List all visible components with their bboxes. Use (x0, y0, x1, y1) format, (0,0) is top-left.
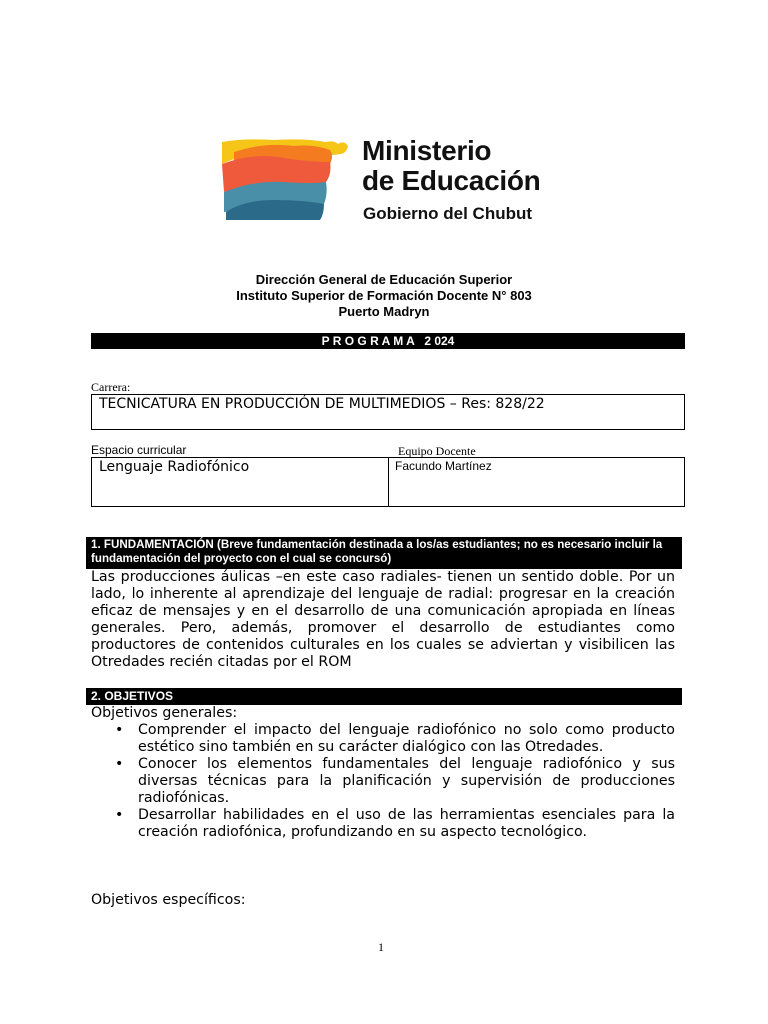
objetivo-text: Comprender el impacto del lenguaje radiofónico no solo como producto estético sino también en su carácter dialógico con las Otredades. (138, 722, 675, 755)
chubut-map-icon (214, 134, 350, 224)
objetivo-item-2 (113, 756, 675, 807)
logo-line-gobierno: Gobierno del Chubut (363, 204, 533, 223)
ministry-logo (214, 134, 574, 226)
objetivos-list (113, 722, 675, 841)
bullet-icon: • (115, 756, 124, 772)
objetivo-item-3 (113, 807, 675, 841)
carrera-box (91, 394, 685, 430)
carrera-value: TECNICATURA EN PRODUCCIÓN DE MULTIMEDIOS – Res: 828/22 (99, 396, 545, 412)
header-direccion: Dirección General de Educación Superior (255, 272, 513, 287)
objetivo-item-1 (113, 722, 675, 756)
programa-bar: P R O G R A M A 2 024 (91, 333, 685, 349)
carrera-label: Carrera: (91, 380, 131, 394)
espacio-label: Espacio curricular (91, 443, 187, 457)
equipo-label: Equipo Docente (398, 444, 476, 458)
objetivos-heading: 2. OBJETIVOS (86, 688, 682, 705)
table-divider (388, 458, 389, 506)
fundamentacion-text: Las producciones áulicas –en este caso radiales- tienen un sentido doble. Por un lado, lo inherente al aprendizaje del lenguaje de radial: progresar en la creación eficaz de mensajes y en el desarrollo de una comunicación apropiada en líneas generales. Pero, además, promover el desarrollo de estudiantes como productores de contenidos culturales en los cuales se adviertan y visibilicen las Otredades recién citadas por el ROM (91, 569, 675, 670)
objetivo-text: Desarrollar habilidades en el uso de las herramientas esenciales para la creación radiofónica, profundizando en su aspecto tecnológico. (138, 807, 675, 840)
header-ciudad: Puerto Madryn (338, 304, 430, 319)
objetivo-text: Conocer los elementos fundamentales del lenguaje radiofónico y sus diversas técnicas para la planificación y supervisión de producciones radiofónicas. (138, 756, 675, 806)
objetivos-generales-label: Objetivos generales: (91, 705, 238, 721)
espacio-value: Lenguaje Radiofónico (99, 459, 250, 475)
logo-line-educacion: de Educación (362, 165, 541, 196)
bullet-icon: • (115, 807, 124, 823)
fundamentacion-heading: 1. FUNDAMENTACIÓN (Breve fundamentación destinada a los/as estudiantes; no es necesario incluir la fundamentación del proyecto con el cual se concursó) (86, 537, 682, 569)
page-number: 1 (378, 940, 384, 954)
logo-line-ministerio: Ministerio (362, 135, 492, 166)
equipo-value: Facundo Martínez (395, 459, 492, 473)
espacio-equipo-table (91, 457, 685, 507)
objetivos-especificos-label: Objetivos específicos: (91, 892, 246, 908)
bullet-icon: • (115, 722, 124, 738)
header-instituto: Instituto Superior de Formación Docente N° 803 (236, 288, 532, 303)
